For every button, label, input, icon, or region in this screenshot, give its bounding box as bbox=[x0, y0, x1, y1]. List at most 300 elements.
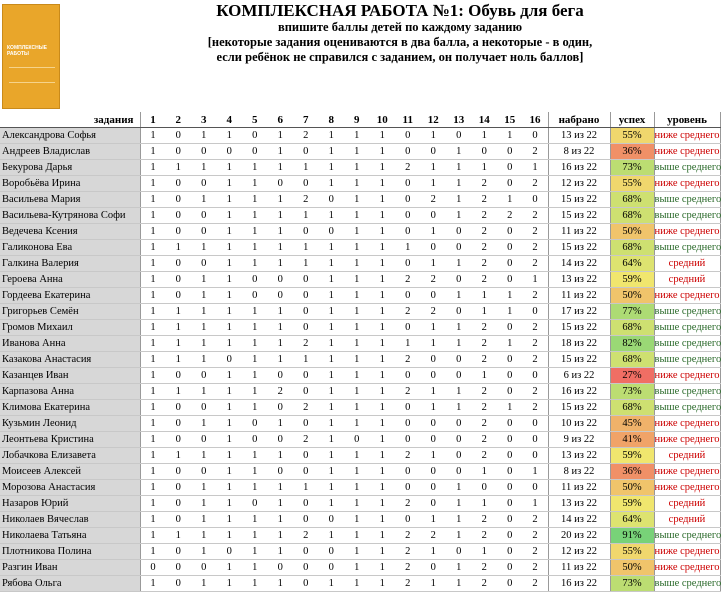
task-score: 0 bbox=[319, 512, 345, 528]
task-score: 0 bbox=[217, 544, 243, 560]
task-score: 1 bbox=[268, 512, 294, 528]
table-row bbox=[0, 384, 720, 400]
task-score: 1 bbox=[446, 528, 472, 544]
column-header-task-11: 11 bbox=[395, 112, 421, 128]
success-percent: 82% bbox=[610, 336, 654, 352]
task-score: 0 bbox=[293, 272, 319, 288]
task-score: 1 bbox=[344, 528, 370, 544]
task-score: 0 bbox=[497, 528, 523, 544]
task-score: 1 bbox=[421, 320, 447, 336]
task-score: 1 bbox=[319, 240, 345, 256]
task-score: 1 bbox=[217, 304, 243, 320]
task-score: 2 bbox=[472, 208, 498, 224]
task-score: 1 bbox=[140, 512, 166, 528]
task-score: 0 bbox=[497, 448, 523, 464]
level-label: ниже среднего bbox=[654, 224, 720, 240]
task-score: 0 bbox=[166, 272, 192, 288]
task-score: 1 bbox=[293, 240, 319, 256]
task-score: 0 bbox=[497, 384, 523, 400]
table-row bbox=[0, 304, 720, 320]
instruction-line-2: [некоторые задания оцениваются в два балла, а некоторые - в один, bbox=[207, 35, 593, 49]
task-score: 0 bbox=[446, 352, 472, 368]
task-score: 1 bbox=[344, 160, 370, 176]
task-score: 2 bbox=[472, 576, 498, 592]
task-score: 2 bbox=[472, 192, 498, 208]
task-score: 2 bbox=[421, 192, 447, 208]
task-score: 2 bbox=[472, 272, 498, 288]
success-percent: 68% bbox=[610, 208, 654, 224]
task-score: 2 bbox=[523, 176, 549, 192]
task-score: 1 bbox=[344, 304, 370, 320]
task-score: 0 bbox=[421, 432, 447, 448]
task-score: 0 bbox=[293, 368, 319, 384]
total-result: 12 из 22 bbox=[548, 544, 610, 560]
task-score: 1 bbox=[217, 192, 243, 208]
task-score: 0 bbox=[166, 576, 192, 592]
task-score: 1 bbox=[140, 256, 166, 272]
task-score: 2 bbox=[395, 352, 421, 368]
task-score: 0 bbox=[293, 320, 319, 336]
task-score: 1 bbox=[395, 336, 421, 352]
task-score: 2 bbox=[472, 528, 498, 544]
task-score: 0 bbox=[523, 304, 549, 320]
student-name: Кузьмин Леонид bbox=[0, 416, 140, 432]
task-score: 2 bbox=[395, 304, 421, 320]
task-score: 0 bbox=[319, 224, 345, 240]
task-score: 0 bbox=[166, 208, 192, 224]
task-score: 1 bbox=[370, 448, 396, 464]
task-score: 1 bbox=[319, 448, 345, 464]
task-score: 1 bbox=[344, 144, 370, 160]
task-score: 1 bbox=[140, 144, 166, 160]
task-score: 1 bbox=[344, 416, 370, 432]
task-score: 1 bbox=[140, 464, 166, 480]
task-score: 0 bbox=[268, 368, 294, 384]
task-score: 1 bbox=[242, 464, 268, 480]
student-name: Васильева Мария bbox=[0, 192, 140, 208]
task-score: 0 bbox=[421, 560, 447, 576]
task-score: 1 bbox=[242, 560, 268, 576]
task-score: 0 bbox=[319, 544, 345, 560]
task-score: 0 bbox=[523, 128, 549, 144]
task-score: 1 bbox=[370, 144, 396, 160]
task-score: 0 bbox=[497, 560, 523, 576]
task-score: 0 bbox=[166, 496, 192, 512]
total-result: 14 из 22 bbox=[548, 512, 610, 528]
level-label: ниже среднего bbox=[654, 560, 720, 576]
task-score: 0 bbox=[395, 400, 421, 416]
task-score: 0 bbox=[395, 224, 421, 240]
task-score: 1 bbox=[217, 336, 243, 352]
column-header-task-5: 5 bbox=[242, 112, 268, 128]
task-score: 1 bbox=[446, 576, 472, 592]
task-score: 1 bbox=[319, 288, 345, 304]
task-score: 1 bbox=[166, 528, 192, 544]
task-score: 1 bbox=[166, 352, 192, 368]
task-score: 0 bbox=[421, 368, 447, 384]
task-score: 0 bbox=[446, 416, 472, 432]
task-score: 0 bbox=[166, 288, 192, 304]
task-score: 1 bbox=[217, 512, 243, 528]
task-score: 1 bbox=[319, 144, 345, 160]
task-score: 0 bbox=[395, 192, 421, 208]
task-score: 0 bbox=[293, 576, 319, 592]
success-percent: 27% bbox=[610, 368, 654, 384]
task-score: 1 bbox=[370, 256, 396, 272]
task-score: 0 bbox=[191, 464, 217, 480]
level-label: выше среднего bbox=[654, 352, 720, 368]
task-score: 1 bbox=[140, 352, 166, 368]
task-score: 0 bbox=[421, 464, 447, 480]
level-label: ниже среднего bbox=[654, 416, 720, 432]
task-score: 1 bbox=[268, 576, 294, 592]
task-score: 1 bbox=[472, 288, 498, 304]
task-score: 0 bbox=[166, 512, 192, 528]
success-percent: 68% bbox=[610, 352, 654, 368]
task-score: 1 bbox=[395, 240, 421, 256]
task-score: 1 bbox=[242, 336, 268, 352]
task-score: 1 bbox=[370, 400, 396, 416]
table-row bbox=[0, 352, 720, 368]
student-name: Николаев Вячеслав bbox=[0, 512, 140, 528]
task-score: 1 bbox=[242, 528, 268, 544]
task-score: 1 bbox=[344, 480, 370, 496]
task-score: 0 bbox=[242, 496, 268, 512]
total-result: 13 из 22 bbox=[548, 272, 610, 288]
task-score: 0 bbox=[268, 400, 294, 416]
task-score: 1 bbox=[242, 576, 268, 592]
task-score: 0 bbox=[166, 464, 192, 480]
task-score: 0 bbox=[166, 144, 192, 160]
task-score: 1 bbox=[293, 352, 319, 368]
task-score: 1 bbox=[523, 272, 549, 288]
column-header-task-13: 13 bbox=[446, 112, 472, 128]
task-score: 1 bbox=[319, 336, 345, 352]
level-label: выше среднего bbox=[654, 192, 720, 208]
task-score: 1 bbox=[293, 256, 319, 272]
task-score: 0 bbox=[293, 384, 319, 400]
total-result: 15 из 22 bbox=[548, 208, 610, 224]
task-score: 2 bbox=[523, 528, 549, 544]
column-header-result: набрано bbox=[548, 112, 610, 128]
task-score: 1 bbox=[191, 272, 217, 288]
task-score: 1 bbox=[217, 288, 243, 304]
task-score: 1 bbox=[344, 496, 370, 512]
task-score: 1 bbox=[217, 432, 243, 448]
task-score: 2 bbox=[472, 400, 498, 416]
task-score: 1 bbox=[217, 368, 243, 384]
level-label: выше среднего bbox=[654, 304, 720, 320]
task-score: 1 bbox=[370, 240, 396, 256]
task-score: 0 bbox=[217, 144, 243, 160]
task-score: 2 bbox=[523, 320, 549, 336]
task-score: 2 bbox=[395, 448, 421, 464]
success-percent: 59% bbox=[610, 496, 654, 512]
task-score: 1 bbox=[370, 576, 396, 592]
task-score: 0 bbox=[446, 224, 472, 240]
task-score: 1 bbox=[319, 320, 345, 336]
task-score: 1 bbox=[344, 576, 370, 592]
student-name: Моисеев Алексей bbox=[0, 464, 140, 480]
total-result: 10 из 22 bbox=[548, 416, 610, 432]
column-header-task-3: 3 bbox=[191, 112, 217, 128]
task-score: 1 bbox=[166, 160, 192, 176]
task-score: 1 bbox=[344, 560, 370, 576]
task-score: 2 bbox=[472, 352, 498, 368]
column-header-tasks: задания bbox=[0, 112, 140, 128]
task-score: 1 bbox=[140, 496, 166, 512]
task-score: 1 bbox=[344, 448, 370, 464]
task-score: 1 bbox=[421, 384, 447, 400]
task-score: 2 bbox=[395, 384, 421, 400]
table-row bbox=[0, 160, 720, 176]
task-score: 0 bbox=[166, 544, 192, 560]
task-score: 2 bbox=[395, 576, 421, 592]
task-score: 1 bbox=[344, 544, 370, 560]
task-score: 1 bbox=[370, 208, 396, 224]
task-score: 1 bbox=[268, 544, 294, 560]
task-score: 0 bbox=[421, 208, 447, 224]
student-name: Николаева Татьяна bbox=[0, 528, 140, 544]
total-result: 13 из 22 bbox=[548, 128, 610, 144]
level-label: средний bbox=[654, 448, 720, 464]
student-name: Александрова Софья bbox=[0, 128, 140, 144]
task-score: 1 bbox=[370, 544, 396, 560]
task-score: 1 bbox=[370, 336, 396, 352]
task-score: 1 bbox=[446, 176, 472, 192]
student-name: Назаров Юрий bbox=[0, 496, 140, 512]
table-row bbox=[0, 496, 720, 512]
task-score: 0 bbox=[497, 272, 523, 288]
task-score: 0 bbox=[319, 192, 345, 208]
task-score: 1 bbox=[370, 160, 396, 176]
task-score: 1 bbox=[370, 224, 396, 240]
task-score: 1 bbox=[217, 560, 243, 576]
success-percent: 68% bbox=[610, 320, 654, 336]
task-score: 1 bbox=[217, 528, 243, 544]
task-score: 2 bbox=[523, 544, 549, 560]
column-header-level: уровень bbox=[654, 112, 720, 128]
task-score: 1 bbox=[191, 576, 217, 592]
level-label: ниже среднего bbox=[654, 544, 720, 560]
task-score: 1 bbox=[472, 496, 498, 512]
table-row bbox=[0, 176, 720, 192]
task-score: 1 bbox=[140, 528, 166, 544]
table-row bbox=[0, 192, 720, 208]
task-score: 1 bbox=[268, 208, 294, 224]
task-score: 1 bbox=[421, 224, 447, 240]
task-score: 1 bbox=[242, 160, 268, 176]
table-row bbox=[0, 320, 720, 336]
task-score: 1 bbox=[344, 336, 370, 352]
task-score: 0 bbox=[421, 496, 447, 512]
task-score: 1 bbox=[370, 352, 396, 368]
table-row bbox=[0, 512, 720, 528]
success-percent: 68% bbox=[610, 240, 654, 256]
instruction-line-1: впишите баллы детей по каждому заданию bbox=[277, 20, 523, 34]
total-result: 8 из 22 bbox=[548, 464, 610, 480]
level-label: ниже среднего bbox=[654, 464, 720, 480]
student-name: Климова Екатерина bbox=[0, 400, 140, 416]
task-score: 2 bbox=[293, 192, 319, 208]
task-score: 0 bbox=[166, 128, 192, 144]
task-score: 1 bbox=[217, 240, 243, 256]
task-score: 0 bbox=[497, 496, 523, 512]
student-name: Героева Анна bbox=[0, 272, 140, 288]
task-score: 1 bbox=[344, 288, 370, 304]
task-score: 0 bbox=[395, 176, 421, 192]
student-name: Галкина Валерия bbox=[0, 256, 140, 272]
task-score: 2 bbox=[421, 272, 447, 288]
student-name: Громов Михаил bbox=[0, 320, 140, 336]
page-title: КОМПЛЕКСНАЯ РАБОТА №1: Обувь для бега bbox=[216, 1, 584, 20]
task-score: 1 bbox=[242, 368, 268, 384]
task-score: 0 bbox=[242, 432, 268, 448]
task-score: 0 bbox=[166, 368, 192, 384]
task-score: 2 bbox=[472, 448, 498, 464]
success-percent: 36% bbox=[610, 464, 654, 480]
task-score: 1 bbox=[370, 432, 396, 448]
task-score: 1 bbox=[140, 336, 166, 352]
level-label: выше среднего bbox=[654, 400, 720, 416]
task-score: 1 bbox=[166, 320, 192, 336]
task-score: 1 bbox=[319, 272, 345, 288]
task-score: 2 bbox=[395, 496, 421, 512]
task-score: 2 bbox=[395, 272, 421, 288]
task-score: 1 bbox=[268, 480, 294, 496]
task-score: 0 bbox=[166, 192, 192, 208]
task-score: 1 bbox=[217, 176, 243, 192]
task-score: 0 bbox=[242, 288, 268, 304]
column-header-task-14: 14 bbox=[472, 112, 498, 128]
level-label: ниже среднего bbox=[654, 432, 720, 448]
task-score: 1 bbox=[319, 304, 345, 320]
task-score: 1 bbox=[140, 384, 166, 400]
task-score: 2 bbox=[472, 256, 498, 272]
task-score: 1 bbox=[217, 400, 243, 416]
task-score: 0 bbox=[191, 144, 217, 160]
task-score: 1 bbox=[268, 352, 294, 368]
table-row bbox=[0, 336, 720, 352]
total-result: 14 из 22 bbox=[548, 256, 610, 272]
column-header-task-8: 8 bbox=[319, 112, 345, 128]
student-name: Казанцев Иван bbox=[0, 368, 140, 384]
student-name: Казакова Анастасия bbox=[0, 352, 140, 368]
task-score: 2 bbox=[523, 576, 549, 592]
total-result: 20 из 22 bbox=[548, 528, 610, 544]
task-score: 1 bbox=[191, 528, 217, 544]
task-score: 0 bbox=[217, 352, 243, 368]
task-score: 0 bbox=[497, 320, 523, 336]
total-result: 15 из 22 bbox=[548, 400, 610, 416]
task-score: 0 bbox=[395, 288, 421, 304]
task-score: 1 bbox=[344, 224, 370, 240]
task-score: 1 bbox=[268, 304, 294, 320]
task-score: 0 bbox=[293, 496, 319, 512]
task-score: 1 bbox=[370, 528, 396, 544]
task-score: 0 bbox=[523, 480, 549, 496]
task-score: 1 bbox=[497, 304, 523, 320]
task-score: 0 bbox=[421, 240, 447, 256]
task-score: 1 bbox=[370, 496, 396, 512]
task-score: 1 bbox=[523, 464, 549, 480]
success-percent: 55% bbox=[610, 544, 654, 560]
total-result: 11 из 22 bbox=[548, 560, 610, 576]
task-score: 1 bbox=[421, 176, 447, 192]
success-percent: 55% bbox=[610, 128, 654, 144]
task-score: 1 bbox=[421, 400, 447, 416]
task-score: 2 bbox=[472, 512, 498, 528]
task-score: 2 bbox=[293, 336, 319, 352]
task-score: 2 bbox=[293, 432, 319, 448]
task-score: 1 bbox=[242, 448, 268, 464]
cover-decoration bbox=[9, 67, 55, 83]
task-score: 1 bbox=[370, 480, 396, 496]
task-score: 0 bbox=[523, 368, 549, 384]
task-score: 0 bbox=[523, 448, 549, 464]
student-name: Морозова Анастасия bbox=[0, 480, 140, 496]
task-score: 1 bbox=[242, 192, 268, 208]
task-score: 1 bbox=[217, 384, 243, 400]
task-score: 1 bbox=[344, 400, 370, 416]
column-header-task-2: 2 bbox=[166, 112, 192, 128]
task-score: 1 bbox=[497, 288, 523, 304]
task-score: 0 bbox=[472, 480, 498, 496]
task-score: 1 bbox=[319, 208, 345, 224]
task-score: 1 bbox=[268, 320, 294, 336]
task-score: 1 bbox=[242, 544, 268, 560]
task-score: 0 bbox=[166, 560, 192, 576]
task-score: 0 bbox=[166, 256, 192, 272]
task-score: 0 bbox=[395, 416, 421, 432]
student-name: Бекурова Дарья bbox=[0, 160, 140, 176]
task-score: 1 bbox=[191, 544, 217, 560]
task-score: 2 bbox=[268, 384, 294, 400]
task-score: 1 bbox=[446, 400, 472, 416]
total-result: 16 из 22 bbox=[548, 576, 610, 592]
task-score: 0 bbox=[140, 560, 166, 576]
level-label: средний bbox=[654, 496, 720, 512]
task-score: 1 bbox=[370, 368, 396, 384]
task-score: 1 bbox=[421, 336, 447, 352]
task-score: 2 bbox=[523, 384, 549, 400]
task-score: 1 bbox=[370, 128, 396, 144]
task-score: 1 bbox=[472, 464, 498, 480]
task-score: 1 bbox=[497, 192, 523, 208]
task-score: 1 bbox=[344, 512, 370, 528]
total-result: 13 из 22 bbox=[548, 448, 610, 464]
task-score: 0 bbox=[293, 544, 319, 560]
task-score: 1 bbox=[319, 368, 345, 384]
task-score: 2 bbox=[472, 224, 498, 240]
task-score: 1 bbox=[344, 320, 370, 336]
task-score: 1 bbox=[191, 192, 217, 208]
student-name: Рябова Ольга bbox=[0, 576, 140, 592]
success-percent: 45% bbox=[610, 416, 654, 432]
task-score: 1 bbox=[319, 128, 345, 144]
table-row bbox=[0, 368, 720, 384]
table-row bbox=[0, 272, 720, 288]
success-percent: 41% bbox=[610, 432, 654, 448]
task-score: 1 bbox=[319, 352, 345, 368]
total-result: 15 из 22 bbox=[548, 240, 610, 256]
task-score: 1 bbox=[421, 128, 447, 144]
total-result: 15 из 22 bbox=[548, 320, 610, 336]
level-label: выше среднего bbox=[654, 160, 720, 176]
task-score: 0 bbox=[395, 208, 421, 224]
level-label: выше среднего bbox=[654, 240, 720, 256]
total-result: 12 из 22 bbox=[548, 176, 610, 192]
